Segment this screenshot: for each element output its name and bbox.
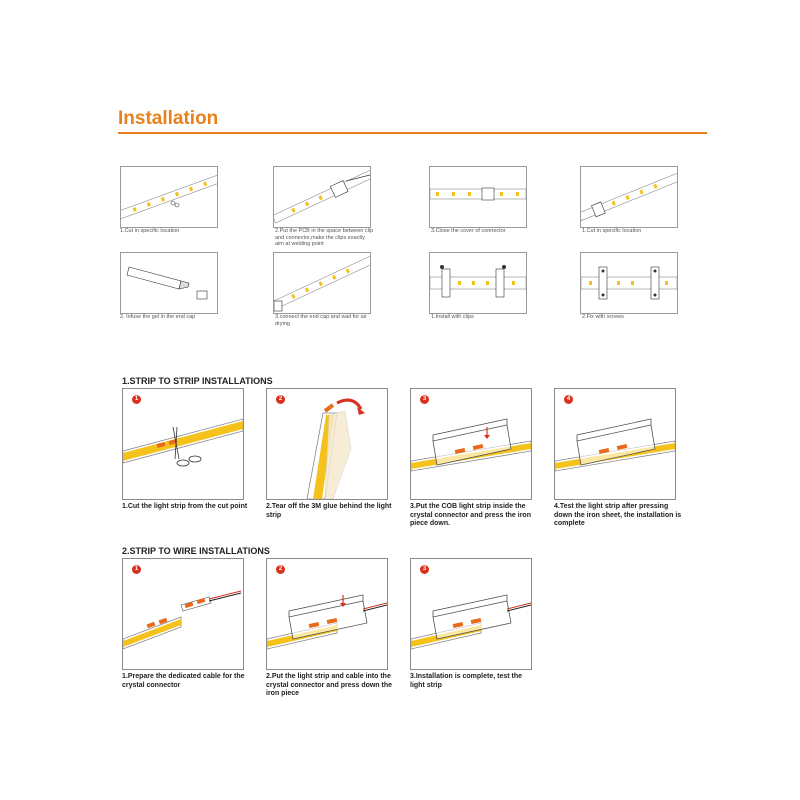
small-step-8-image (580, 252, 678, 314)
wire-step-1-image (122, 558, 244, 670)
small-step-1-image (120, 166, 218, 228)
strip-step-3-caption: 3.Put the COB light strip inside the crystal connector and press the iron piece down. (410, 503, 531, 527)
small-step-8-caption: 2.Fix with screws (582, 314, 624, 320)
strip-step-4-image (554, 388, 676, 500)
small-step-2-image (273, 166, 371, 228)
strip-step-1-caption: 1.Cut the light strip from the cut point (122, 503, 248, 510)
wire-step-2-caption: 2.Put the light strip and cable into the crystal connector and press down the iron piece (266, 673, 393, 697)
strip-step-2-image (266, 388, 388, 500)
small-step-3-image (429, 166, 527, 228)
strip-step-3-badge: 3 (420, 395, 429, 404)
small-step-6-caption: 3.connect the end cap and wait for air drying (275, 314, 367, 327)
small-step-1-caption: 1.Cut in specific location (120, 228, 180, 234)
small-step-4-image (580, 166, 678, 228)
wire-step-3-image (410, 558, 532, 670)
small-step-3-caption: 3.Close the cover of connector (431, 228, 506, 234)
section-1-title: 1.STRIP TO STRIP INSTALLATIONS (122, 376, 273, 386)
wire-step-1-badge: 1 (132, 565, 141, 574)
wire-step-3-caption: 3.Installation is complete, test the light strip (410, 673, 523, 689)
small-step-4-caption: 1.Cut in specific location (582, 228, 642, 234)
strip-step-1-image (122, 388, 244, 500)
section-2-title: 2.STRIP TO WIRE INSTALLATIONS (122, 546, 270, 556)
strip-step-4-caption: 4.Test the light strip after pressing down the iron sheet, the installation is complete (554, 503, 682, 527)
strip-step-1-badge: 1 (132, 395, 141, 404)
small-step-2-caption: 2.Put the PCB in the space between clip and connector,make the clips exactly aim at welding point (275, 228, 374, 247)
strip-step-2-badge: 2 (276, 395, 285, 404)
title-rule (118, 132, 707, 134)
small-step-5-caption: 2. Infuse the gel in the end cap (120, 314, 196, 320)
small-step-7-image (429, 252, 527, 314)
wire-step-1-caption: 1.Prepare the dedicated cable for the crystal connector (122, 673, 245, 689)
small-step-5-image (120, 252, 218, 314)
wire-step-2-badge: 2 (276, 565, 285, 574)
wire-step-2-image (266, 558, 388, 670)
wire-step-3-badge: 3 (420, 565, 429, 574)
strip-step-4-badge: 4 (564, 395, 573, 404)
page-title: Installation (118, 108, 219, 129)
small-step-6-image (273, 252, 371, 314)
strip-step-3-image (410, 388, 532, 500)
strip-step-2-caption: 2.Tear off the 3M glue behind the light strip (266, 503, 392, 519)
small-step-7-caption: 1.Install with clips (431, 314, 474, 320)
